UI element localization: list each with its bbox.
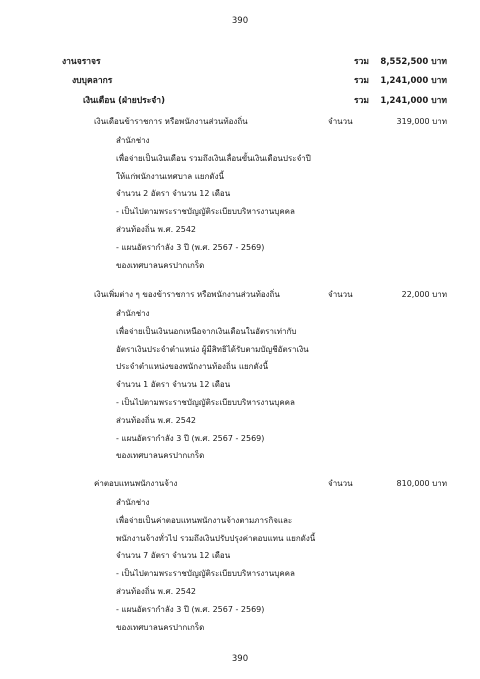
description-line: สำนักช่าง bbox=[116, 498, 150, 507]
description-line: ส่วนท้องถิ่น พ.ศ. 2542 bbox=[116, 586, 197, 596]
description-line: - แผนอัตรากำลัง 3 ปี (พ.ศ. 2567 - 2569) bbox=[116, 433, 265, 443]
description-line: เพื่อจ่ายเป็นค่าตอบแทนพนักงานจ้างตามภารกิจและ bbox=[116, 515, 293, 525]
section-title: เงินเดือน (ฝ่ายประจำ) bbox=[83, 96, 165, 106]
page-number-top: 390 bbox=[231, 16, 249, 26]
description-line: ของเทศบาลนครปากเกร็ด bbox=[116, 622, 205, 632]
section-title: งบบุคลากร bbox=[72, 76, 113, 86]
item-title: เงินเดือนข้าราชการ หรือพนักงานส่วนท้องถิ่น bbox=[94, 117, 248, 126]
item-description bbox=[116, 497, 447, 639]
total-amount: 1,241,000 บาท bbox=[380, 96, 447, 106]
description-line: ของเทศบาลนครปากเกร็ด bbox=[116, 451, 205, 461]
total-label: รวม bbox=[354, 76, 369, 86]
description-line: ของเทศบาลนครปากเกร็ด bbox=[116, 260, 205, 270]
item-description bbox=[116, 135, 447, 277]
description-line: เพื่อจ่ายเป็นเงินเดือน รวมถึงเงินเลื่อนขั้นเงินเดือนประจำปี bbox=[116, 153, 311, 163]
page-number-bottom: 390 bbox=[231, 654, 249, 664]
description-line: พนักงานจ้างทั่วไป รวมถึงเงินปรับปรุงค่าตอบแทน แยกดังนี้ bbox=[116, 533, 316, 543]
budget-item-allowance bbox=[94, 289, 447, 464]
description-line: - เป็นไปตามพระราชบัญญัติระเบียบบริหารงานบุคคล bbox=[116, 207, 295, 217]
description-line: - เป็นไปตามพระราชบัญญัติระเบียบบริหารงานบุคคล bbox=[116, 397, 295, 407]
item-description bbox=[116, 308, 447, 468]
description-line: อัตราเงินประจำตำแหน่ง ผู้มีสิทธิได้รับตามบัญชีอัตราเงิน bbox=[116, 344, 309, 354]
description-line: - แผนอัตรากำลัง 3 ปี (พ.ศ. 2567 - 2569) bbox=[116, 604, 265, 614]
description-line: ส่วนท้องถิ่น พ.ศ. 2542 bbox=[116, 224, 197, 234]
section-header-salary bbox=[83, 95, 447, 107]
description-line: สำนักช่าง bbox=[116, 309, 150, 318]
description-line: - แผนอัตรากำลัง 3 ปี (พ.ศ. 2567 - 2569) bbox=[116, 242, 265, 252]
total-amount: 8,552,500 บาท bbox=[380, 57, 447, 67]
item-amount: 319,000 บาท bbox=[396, 117, 447, 126]
total-label: รวม bbox=[354, 96, 369, 106]
description-line: ประจำตำแหน่งของพนักงานท้องถิ่น แยกดังนี้ bbox=[116, 362, 269, 372]
section-header-personnel bbox=[72, 75, 447, 87]
description-line: จำนวน 2 อัตรา จำนวน 12 เดือน bbox=[116, 189, 231, 199]
item-amount-label: จำนวน bbox=[328, 479, 353, 488]
description-line: ส่วนท้องถิ่น พ.ศ. 2542 bbox=[116, 415, 197, 425]
item-amount-label: จำนวน bbox=[328, 290, 353, 299]
item-amount-label: จำนวน bbox=[328, 117, 353, 126]
item-amount: 810,000 บาท bbox=[396, 479, 447, 488]
total-amount: 1,241,000 บาท bbox=[380, 76, 447, 86]
section-header-traffic bbox=[62, 56, 447, 68]
description-line: สำนักช่าง bbox=[116, 136, 150, 145]
total-label: รวม bbox=[354, 57, 369, 67]
budget-item-contract-staff bbox=[94, 478, 447, 638]
description-line: จำนวน 7 อัตรา จำนวน 12 เดือน bbox=[116, 551, 231, 561]
description-line: จำนวน 1 อัตรา จำนวน 12 เดือน bbox=[116, 380, 231, 390]
description-line: ให้แก่พนักงานเทศบาล แยกดังนี้ bbox=[116, 171, 224, 181]
item-title: เงินเพิ่มต่าง ๆ ของข้าราชการ หรือพนักงานส่วนท้องถิ่น bbox=[94, 290, 280, 299]
section-title: งานจราจร bbox=[62, 57, 101, 67]
description-line: - เป็นไปตามพระราชบัญญัติระเบียบบริหารงานบุคคล bbox=[116, 569, 295, 579]
description-line: เพื่อจ่ายเป็นเงินนอกเหนือจากเงินเดือนในอัตราเท่ากับ bbox=[116, 326, 297, 336]
item-amount: 22,000 บาท bbox=[401, 290, 447, 299]
budget-item-salary bbox=[94, 116, 447, 276]
item-title: ค่าตอบแทนพนักงานจ้าง bbox=[94, 479, 178, 488]
